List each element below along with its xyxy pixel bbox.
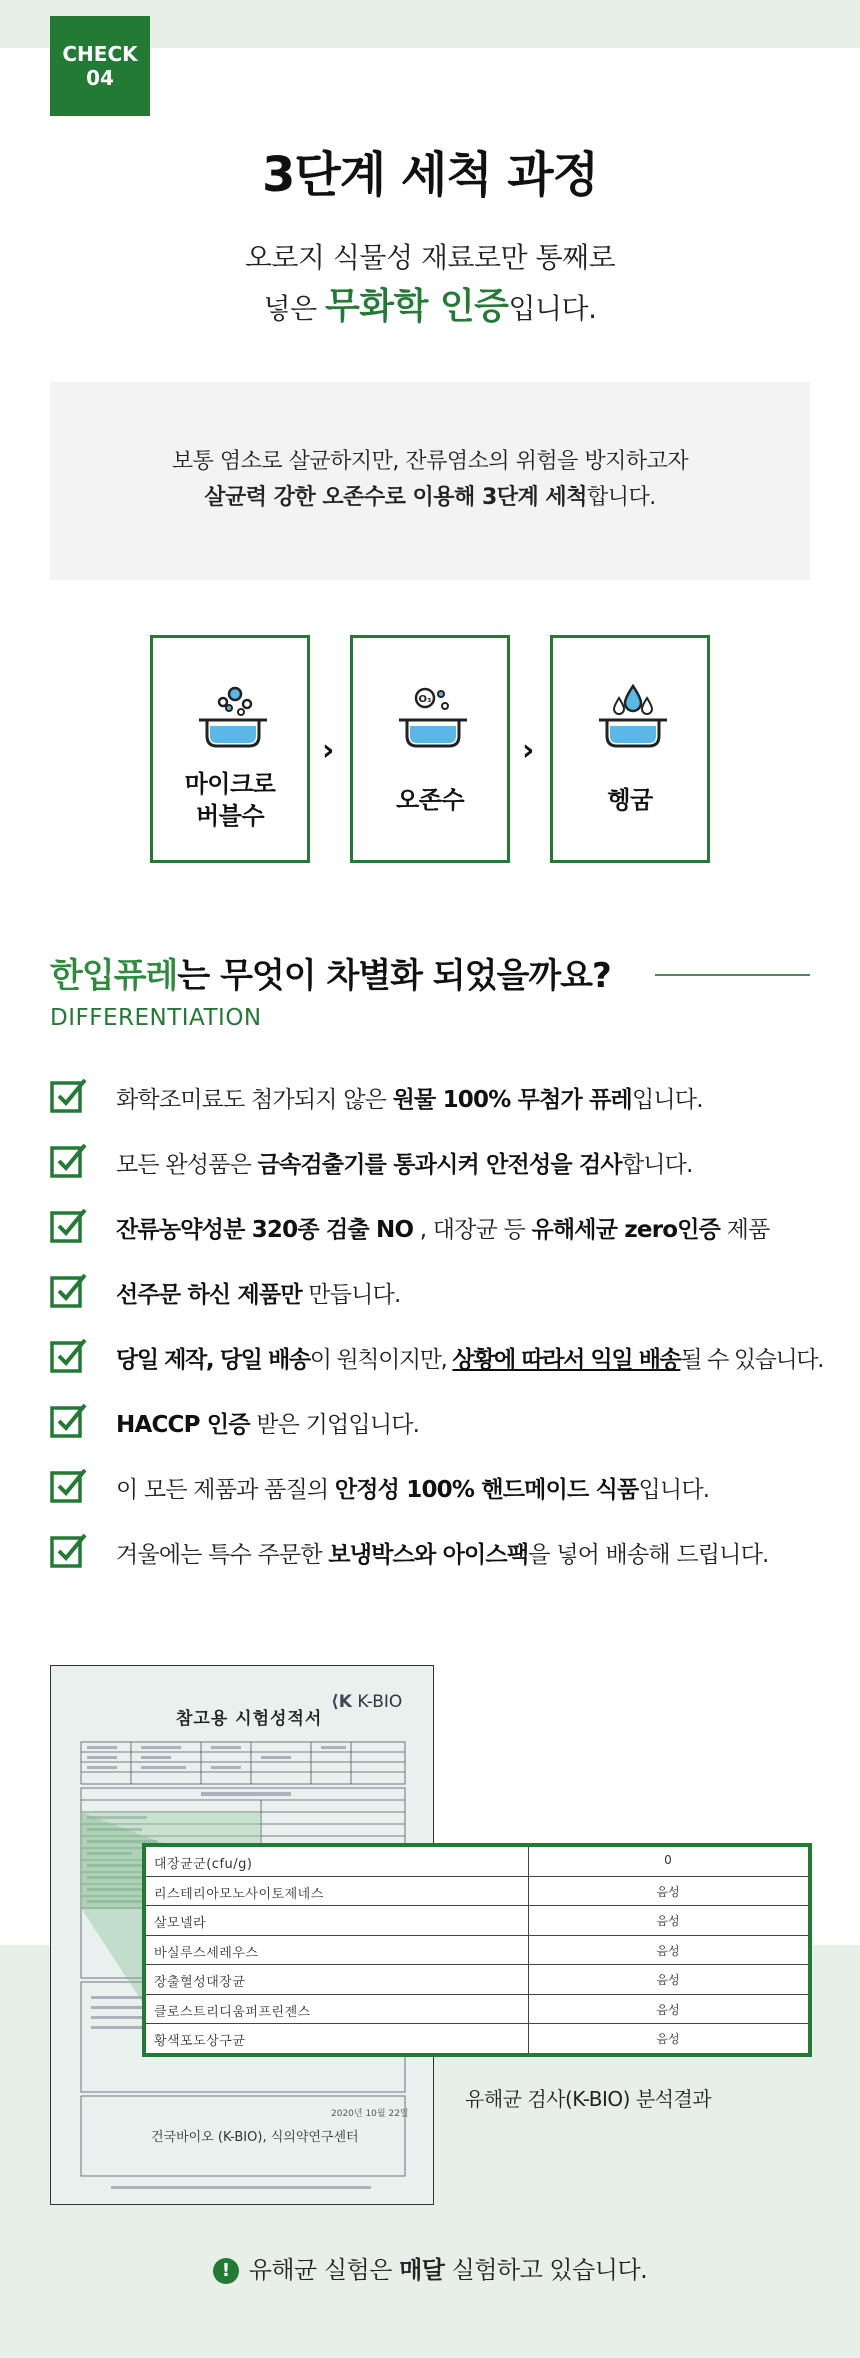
report-signature: 건국바이오 (K-BIO), 식의약연구센터 [151, 2130, 359, 2145]
table-row: 황색포도상구균 음성 [154, 2032, 680, 2049]
check-item-8: 겨울에는 특수 주문한 보냉박스와 아이스팩을 넣어 배송해 드립니다. [50, 1530, 840, 1570]
page-title: 3단계 세척 과정 [261, 147, 599, 203]
step-card-microbubble [150, 635, 310, 863]
differentiation-title: 한입퓨레는 무엇이 차별화 되었을까요? [50, 956, 611, 996]
intro-line-2: 넣은 무화학 인증입니다. [263, 286, 597, 327]
step-arrow-1: › [322, 733, 335, 768]
step-label-rinse: 헹굼 [607, 786, 653, 814]
check-badge-label: CHECK [62, 42, 138, 66]
step-arrow-2: › [522, 733, 535, 768]
info-line-2: 살균력 강한 오존수로 이용해 3단계 세척합니다. [204, 485, 656, 510]
microbubble-pot-icon [197, 680, 269, 752]
step-label-microbubble: 마이크로 버블수 [184, 770, 276, 830]
report-date: 2020년 10월 22일 [331, 2109, 409, 2119]
k-bio-logo: ⟨K K-BIO [331, 1692, 403, 1712]
differentiation-subtitle: DIFFERENTIATION [50, 1005, 262, 1031]
step-label-ozone: 오존수 [395, 786, 465, 814]
checkbox-icon [50, 1077, 88, 1113]
table-row: 리스테리아모노사이토제네스 음성 [146, 1877, 808, 1907]
monthly-test-notice: ! 유해균 실험은 매달 실험하고 있습니다. [0, 2250, 860, 2285]
report-title: 참고용 시험성적서 [176, 1709, 323, 1729]
checkbox-icon [50, 1337, 88, 1373]
checkbox-icon [50, 1467, 88, 1503]
check-item-7: 이 모든 제품과 품질의 안정성 100% 핸드메이드 식품입니다. [50, 1465, 840, 1505]
report-zoom-table [142, 1843, 812, 2057]
check-item-5: 당일 제작, 당일 배송이 원칙이지만, 상황에 따라서 익일 배송될 수 있습니다. [50, 1335, 840, 1375]
check-item-1: 화학조미료도 첨가되지 않은 원물 100% 무첨가 퓨레입니다. [50, 1075, 840, 1115]
exclamation-icon: ! [213, 2258, 239, 2284]
check-item-6: HACCP 인증 받은 기업입니다. [50, 1400, 840, 1440]
checkbox-icon [50, 1142, 88, 1178]
table-row: 장출혈성대장균 음성 [146, 1965, 808, 1995]
no-chemical-highlight: 무화학 인증 [325, 286, 509, 327]
check-item-4: 선주문 하신 제품만 만듭니다. [50, 1270, 840, 1310]
svg-text:O₃: O₃ [418, 694, 432, 705]
checkbox-icon [50, 1207, 88, 1243]
table-row: 클로스트리디움퍼프린젠스 음성 [146, 1995, 808, 2025]
title-divider [655, 974, 810, 976]
washing-info-box [50, 382, 810, 580]
ozone-pot-icon [397, 680, 469, 752]
table-row: 바실루스세레우스 음성 [146, 1936, 808, 1966]
rinse-pot-icon [597, 680, 669, 752]
step-card-rinse [550, 635, 710, 863]
check-item-2: 모든 완성품은 금속검출기를 통과시켜 안전성을 검사합니다. [50, 1140, 840, 1180]
checkbox-icon [50, 1402, 88, 1438]
table-row: 대장균군(cfu/g) 0 [146, 1847, 808, 1877]
info-line-1: 보통 염소로 살균하지만, 잔류염소의 위험을 방지하고자 [171, 449, 689, 474]
table-row: 살모넬라 음성 [146, 1906, 808, 1936]
report-caption: 유해균 검사(K-BIO) 분석결과 [465, 2087, 712, 2111]
intro-line-1: 오로지 식물성 재료로만 통째로 [244, 241, 616, 274]
step-card-ozone [350, 635, 510, 863]
checkbox-icon [50, 1532, 88, 1568]
checkbox-icon [50, 1272, 88, 1308]
check-item-3: 잔류농약성분 320종 검출 NO , 대장균 등 유해세균 zero인증 제품 [50, 1205, 840, 1245]
check-badge [50, 16, 150, 116]
check-badge-number: 04 [86, 66, 114, 90]
